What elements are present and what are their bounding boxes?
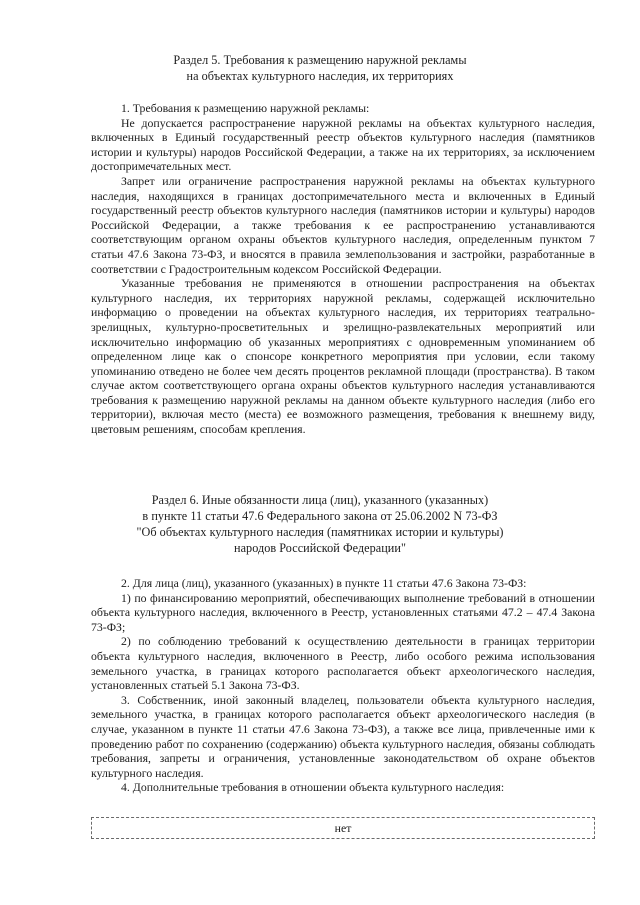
section-6-paragraph-3: 3. Собственник, иной законный владелец, пользователи объекта культурного наследия, земельного участка, в границах которого располагается объект археологического наследия (в случае, указанном в пункте 11 статьи 47.6 Закона 73-ФЗ), а также все лица, привлеченные ими к проведению работ по сохранению (содержанию) объекта культурного наследия, обязаны соблюдать требования, запреты и ограничения, установленные законодательством об охране объектов культурного наследия.	[91, 692, 595, 780]
section-6-body	[91, 576, 595, 795]
item-2-heading: 2. Для лица (лиц), указанного (указанных) в пункте 11 статьи 47.6 Закона 73-ФЗ:	[121, 576, 527, 590]
section-5-title-line-1: Раздел 5. Требования к размещению наружной рекламы	[173, 53, 467, 67]
section-6-paragraph-1: 1) по финансированию мероприятий, обеспечивающих выполнение требований в отношении объекта культурного наследия, включенного в Реестр, установленных статьями 47.2 – 47.4 Закона 73-ФЗ;	[91, 590, 595, 634]
section-6-title-line-4: народов Российской Федерации"	[234, 541, 406, 555]
section-6-title-line-2: в пункте 11 статьи 47.6 Федерального закона от 25.06.2002 N 73-ФЗ	[142, 509, 498, 523]
section-5-title-line-2: на объектах культурного наследия, их территориях	[186, 69, 454, 83]
additional-requirements-box	[91, 817, 595, 839]
item-4-heading: 4. Дополнительные требования в отношении объекта культурного наследия:	[121, 780, 505, 795]
section-5-body	[91, 101, 595, 437]
additional-requirements-value: нет	[334, 821, 352, 835]
section-5-paragraph-1: Не допускается распространение наружной рекламы на объектах культурного наследия, включенных в Единый государственный реестр объектов культурного наследия (памятников истории и культуры) народов Российской Федерации, а также на их территориях, за исключением достопримечательных мест.	[91, 115, 595, 174]
item-1-heading: 1. Требования к размещению наружной рекламы:	[121, 101, 370, 115]
section-6-title	[0, 492, 640, 556]
section-5-paragraph-2: Запрет или ограничение распространения наружной рекламы на объектах культурного наследия, находящихся в границах достопримечательного места и включенных в Единый государственный реестр объектов культурного наследия (памятников истории и культуры) народов Российской Федерации, а также требования к ее распространению устанавливаются соответствующим органом охраны объектов культурного наследия, определенным пунктом 7 статьи 47.6 Закона 73-ФЗ, и вносятся в правила землепользования и застройки, разработанные в соответствии с Градостроительным кодексом Российской Федерации.	[91, 173, 595, 276]
section-6-title-line-3: "Об объектах культурного наследия (памятниках истории и культуры)	[136, 525, 504, 539]
section-5-paragraph-3: Указанные требования не применяются в отношении распространения на объектах культурного наследия, их территориях наружной рекламы, содержащей исключительно информацию о проведении на объектах культурного наследия, их территориях театрально-зрелищных, культурно-просветительных и зрелищно-развлекательных мероприятий или исключительно информацию об указанных мероприятиях с одновременным упоминанием об определенном лице как о спонсоре конкретного мероприятия при условии, если такому упоминанию отведено не более чем десять процентов рекламной площади (пространства). В таком случае актом соответствующего органа охраны объектов культурного наследия устанавливаются требования к размещению наружной рекламы на данном объекте культурного наследия (либо его территории), включая место (места) ее возможного размещения, требования к внешнему виду, цветовым решениям, способам крепления.	[91, 276, 595, 437]
section-6-title-line-1: Раздел 6. Иные обязанности лица (лиц), указанного (указанных)	[151, 493, 489, 507]
section-6-paragraph-2: 2) по соблюдению требований к осуществлению деятельности в границах территории объекта культурного наследия, включенного в Реестр, либо особого режима использования земельного участка, в границах которого располагается объект археологического наследия, установленных статьей 5.1 Закона 73-ФЗ.	[91, 634, 595, 693]
section-5-title	[0, 52, 640, 84]
